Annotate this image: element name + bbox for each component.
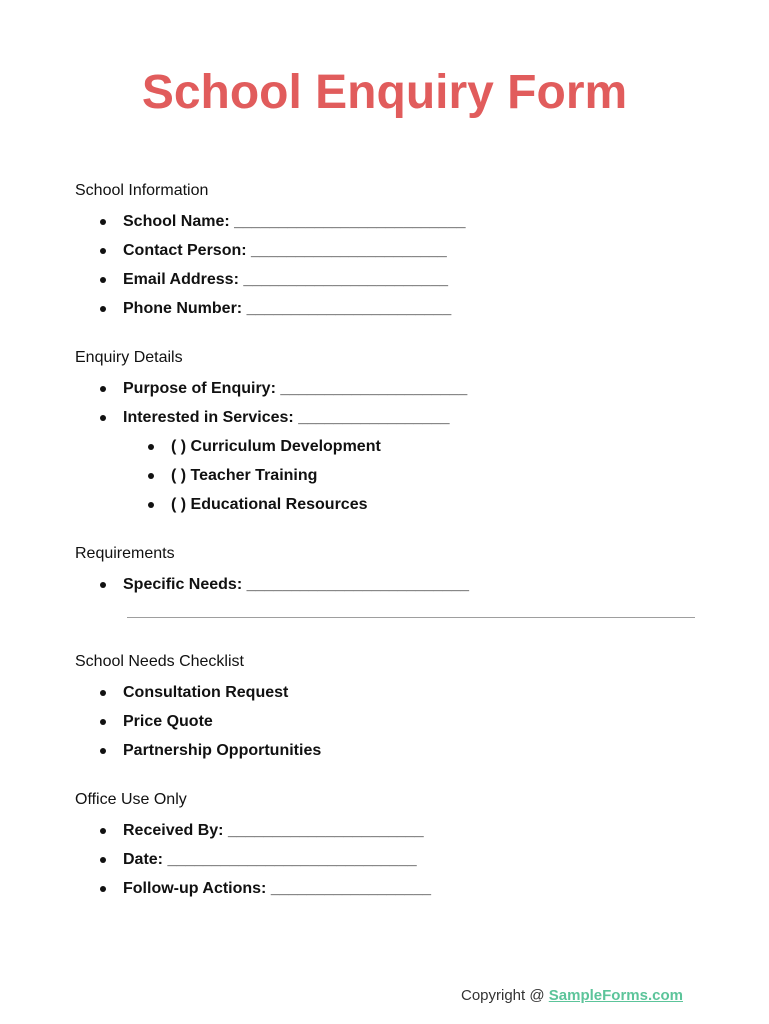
option-educational-resources[interactable] [171, 495, 368, 515]
list-item-school-name [123, 212, 466, 232]
list-item-interested-in-services [123, 408, 449, 428]
list-item-label: Price Quote [123, 713, 213, 730]
bullet-icon [100, 277, 106, 283]
list-item-label: School Name: __________________________ [123, 213, 466, 230]
section-heading-requirements: Requirements [75, 545, 175, 562]
option-teacher-training[interactable] [171, 466, 317, 486]
list-item-label: Partnership Opportunities [123, 742, 322, 759]
section-heading-office-use: Office Use Only [75, 791, 187, 808]
bullet-icon [100, 248, 106, 254]
section-heading-school-information: School Information [75, 182, 209, 199]
brand-link[interactable]: SampleForms.com [548, 987, 683, 1004]
bullet-icon [100, 582, 106, 588]
option-label: ( ) Educational Resources [171, 496, 368, 513]
bullet-icon [100, 719, 106, 725]
list-item-label: Email Address: _______________________ [123, 271, 448, 288]
bullet-icon [100, 690, 106, 696]
bullet-icon [148, 473, 154, 479]
list-item-received-by [123, 821, 424, 841]
copyright-footer [461, 987, 683, 1004]
list-item-label: Contact Person: ______________________ [123, 242, 447, 259]
list-item-label: Received By: ______________________ [123, 822, 424, 839]
bullet-icon [100, 219, 106, 225]
divider [127, 617, 695, 618]
bullet-icon [100, 828, 106, 834]
bullet-icon [148, 444, 154, 450]
bullet-icon [100, 415, 106, 421]
list-item-label: Phone Number: _______________________ [123, 300, 452, 317]
option-label: ( ) Teacher Training [171, 467, 318, 484]
checklist-item-consultation-request[interactable] [123, 683, 288, 703]
page-title: School Enquiry Form [141, 66, 628, 119]
bullet-icon [100, 748, 106, 754]
section-heading-checklist: School Needs Checklist [75, 653, 244, 670]
option-curriculum-development[interactable] [171, 437, 381, 457]
list-item-follow-up-actions [123, 879, 431, 899]
list-item-specific-needs [123, 575, 469, 595]
list-item-label: Date: ____________________________ [123, 851, 417, 868]
list-item-email-address [123, 270, 448, 290]
bullet-icon [100, 886, 106, 892]
copyright-text: Copyright @ [461, 987, 549, 1004]
list-item-label: Interested in Services: _________________ [123, 409, 450, 426]
list-item-phone-number [123, 299, 451, 319]
bullet-icon [100, 306, 106, 312]
section-heading-enquiry-details: Enquiry Details [75, 349, 183, 366]
list-item-label: Follow-up Actions: __________________ [123, 880, 431, 897]
list-item-purpose-of-enquiry [123, 379, 467, 399]
list-item-label: Specific Needs: _________________________ [123, 576, 470, 593]
list-item-label: Purpose of Enquiry: _____________________ [123, 380, 468, 397]
bullet-icon [100, 857, 106, 863]
option-label: ( ) Curriculum Development [171, 438, 381, 455]
bullet-icon [148, 502, 154, 508]
checklist-item-partnership-opportunities[interactable] [123, 741, 321, 761]
list-item-label: Consultation Request [123, 684, 289, 701]
bullet-icon [100, 386, 106, 392]
list-item-date [123, 850, 417, 870]
checklist-item-price-quote[interactable] [123, 712, 213, 732]
list-item-contact-person [123, 241, 447, 261]
